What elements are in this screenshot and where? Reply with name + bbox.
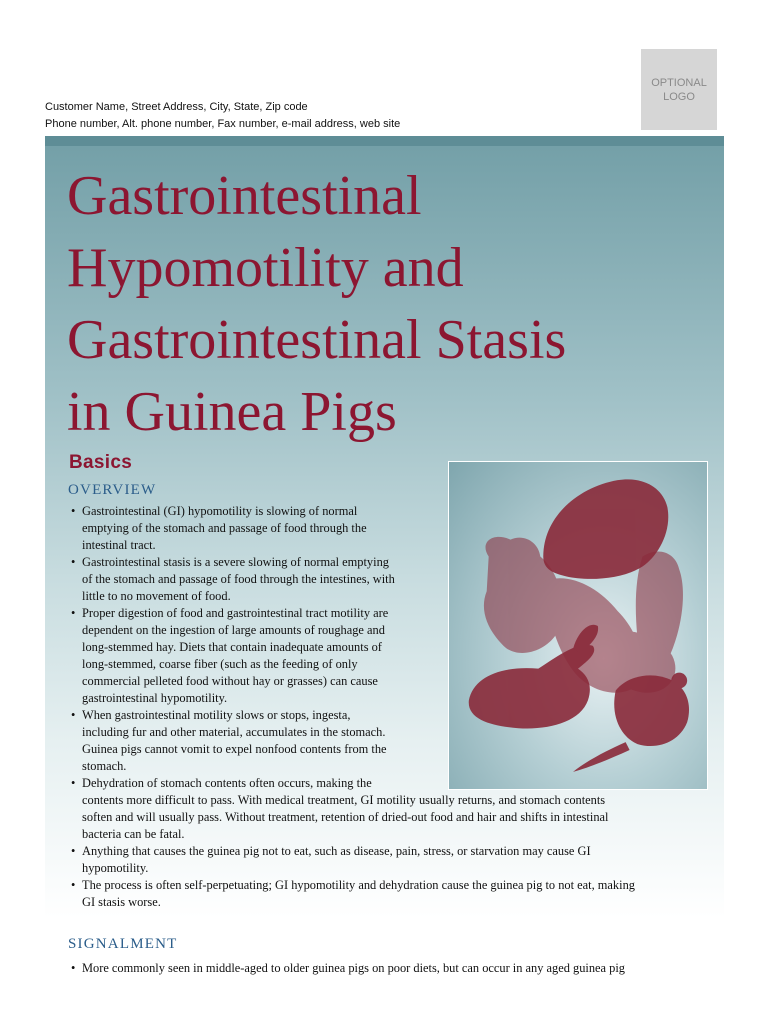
list-item (71, 554, 635, 605)
title-line: Hypomotility and (67, 237, 464, 299)
list-item (71, 707, 635, 775)
signalment-list (71, 960, 625, 977)
page-title (67, 160, 717, 448)
text-line: emptying of the stomach and passage of food through the (82, 521, 367, 535)
text-line: • Anything that causes the guinea pig not to eat, such as disease, pain, stress, or starvation may cause GI (82, 844, 591, 858)
basics-heading: Basics (69, 452, 133, 473)
text-line: • Proper digestion of food and gastrointestinal tract motility are (82, 606, 389, 620)
list-item (71, 960, 625, 977)
list-item (71, 605, 635, 707)
text-line: long-stemmed hay. Diets that contain inadequate amounts of (82, 640, 382, 654)
header-band (45, 136, 724, 146)
overview-heading: OVERVIEW (68, 482, 157, 498)
title-line: in Guinea Pigs (67, 381, 397, 443)
contact-info (45, 99, 400, 133)
text-line: dependent on the ingestion of large amounts of roughage and (82, 623, 385, 637)
text-line: • Gastrointestinal stasis is a severe slowing of normal emptying (82, 555, 389, 569)
text-line: gastrointestinal hypomotility. (82, 691, 228, 705)
text-line: including fur and other material, accumulates in the stomach. (82, 725, 386, 739)
text-line: of the stomach and passage of food through the intestines, with (82, 572, 395, 586)
text-line: GI stasis worse. (82, 895, 161, 909)
text-line: soften and will usually pass. Without treatment, retention of dried-out food and hair and shifts in intestinal (82, 810, 609, 824)
text-line: stomach. (82, 759, 127, 773)
text-line: hypomotility. (82, 861, 149, 875)
logo-text-line2: LOGO (663, 90, 695, 103)
text-line: • Gastrointestinal (GI) hypomotility is slowing of normal (82, 504, 358, 518)
list-item (71, 775, 635, 843)
list-item (71, 843, 635, 877)
text-line: • Dehydration of stomach contents often occurs, making the (82, 776, 372, 790)
text-line: contents more difficult to pass. With medical treatment, GI motility usually returns, and stomach contents (82, 793, 606, 807)
title-line: Gastrointestinal (67, 165, 422, 227)
text-line: long-stemmed, coarse fiber (such as the feeding of only (82, 657, 358, 671)
text-line: • When gastrointestinal motility slows or stops, ingesta, (82, 708, 351, 722)
contact-line-phone: Phone number, Alt. phone number, Fax number, e-mail address, web site (45, 118, 401, 130)
text-line: bacteria can be fatal. (82, 827, 185, 841)
list-item (71, 877, 635, 911)
text-line: Guinea pigs cannot vomit to expel nonfood contents from the (82, 742, 387, 756)
overview-list (71, 503, 635, 911)
signalment-heading: SIGNALMENT (68, 936, 178, 952)
list-item (71, 503, 635, 554)
text-line: little to no movement of food. (82, 589, 231, 603)
title-line: Gastrointestinal Stasis (67, 309, 567, 371)
logo-text-line1: OPTIONAL (651, 76, 707, 89)
text-line: • The process is often self-perpetuating; GI hypomotility and dehydration cause the guinea pig to not eat, making (82, 878, 635, 892)
optional-logo (641, 49, 717, 130)
contact-line-address: Customer Name, Street Address, City, State, Zip code (45, 101, 308, 113)
text-line: commercial pelleted food without hay or grasses) can cause (82, 674, 378, 688)
text-line: • More commonly seen in middle-aged to older guinea pigs on poor diets, but can occur in any aged guinea pig (82, 961, 625, 975)
text-line: intestinal tract. (82, 538, 156, 552)
